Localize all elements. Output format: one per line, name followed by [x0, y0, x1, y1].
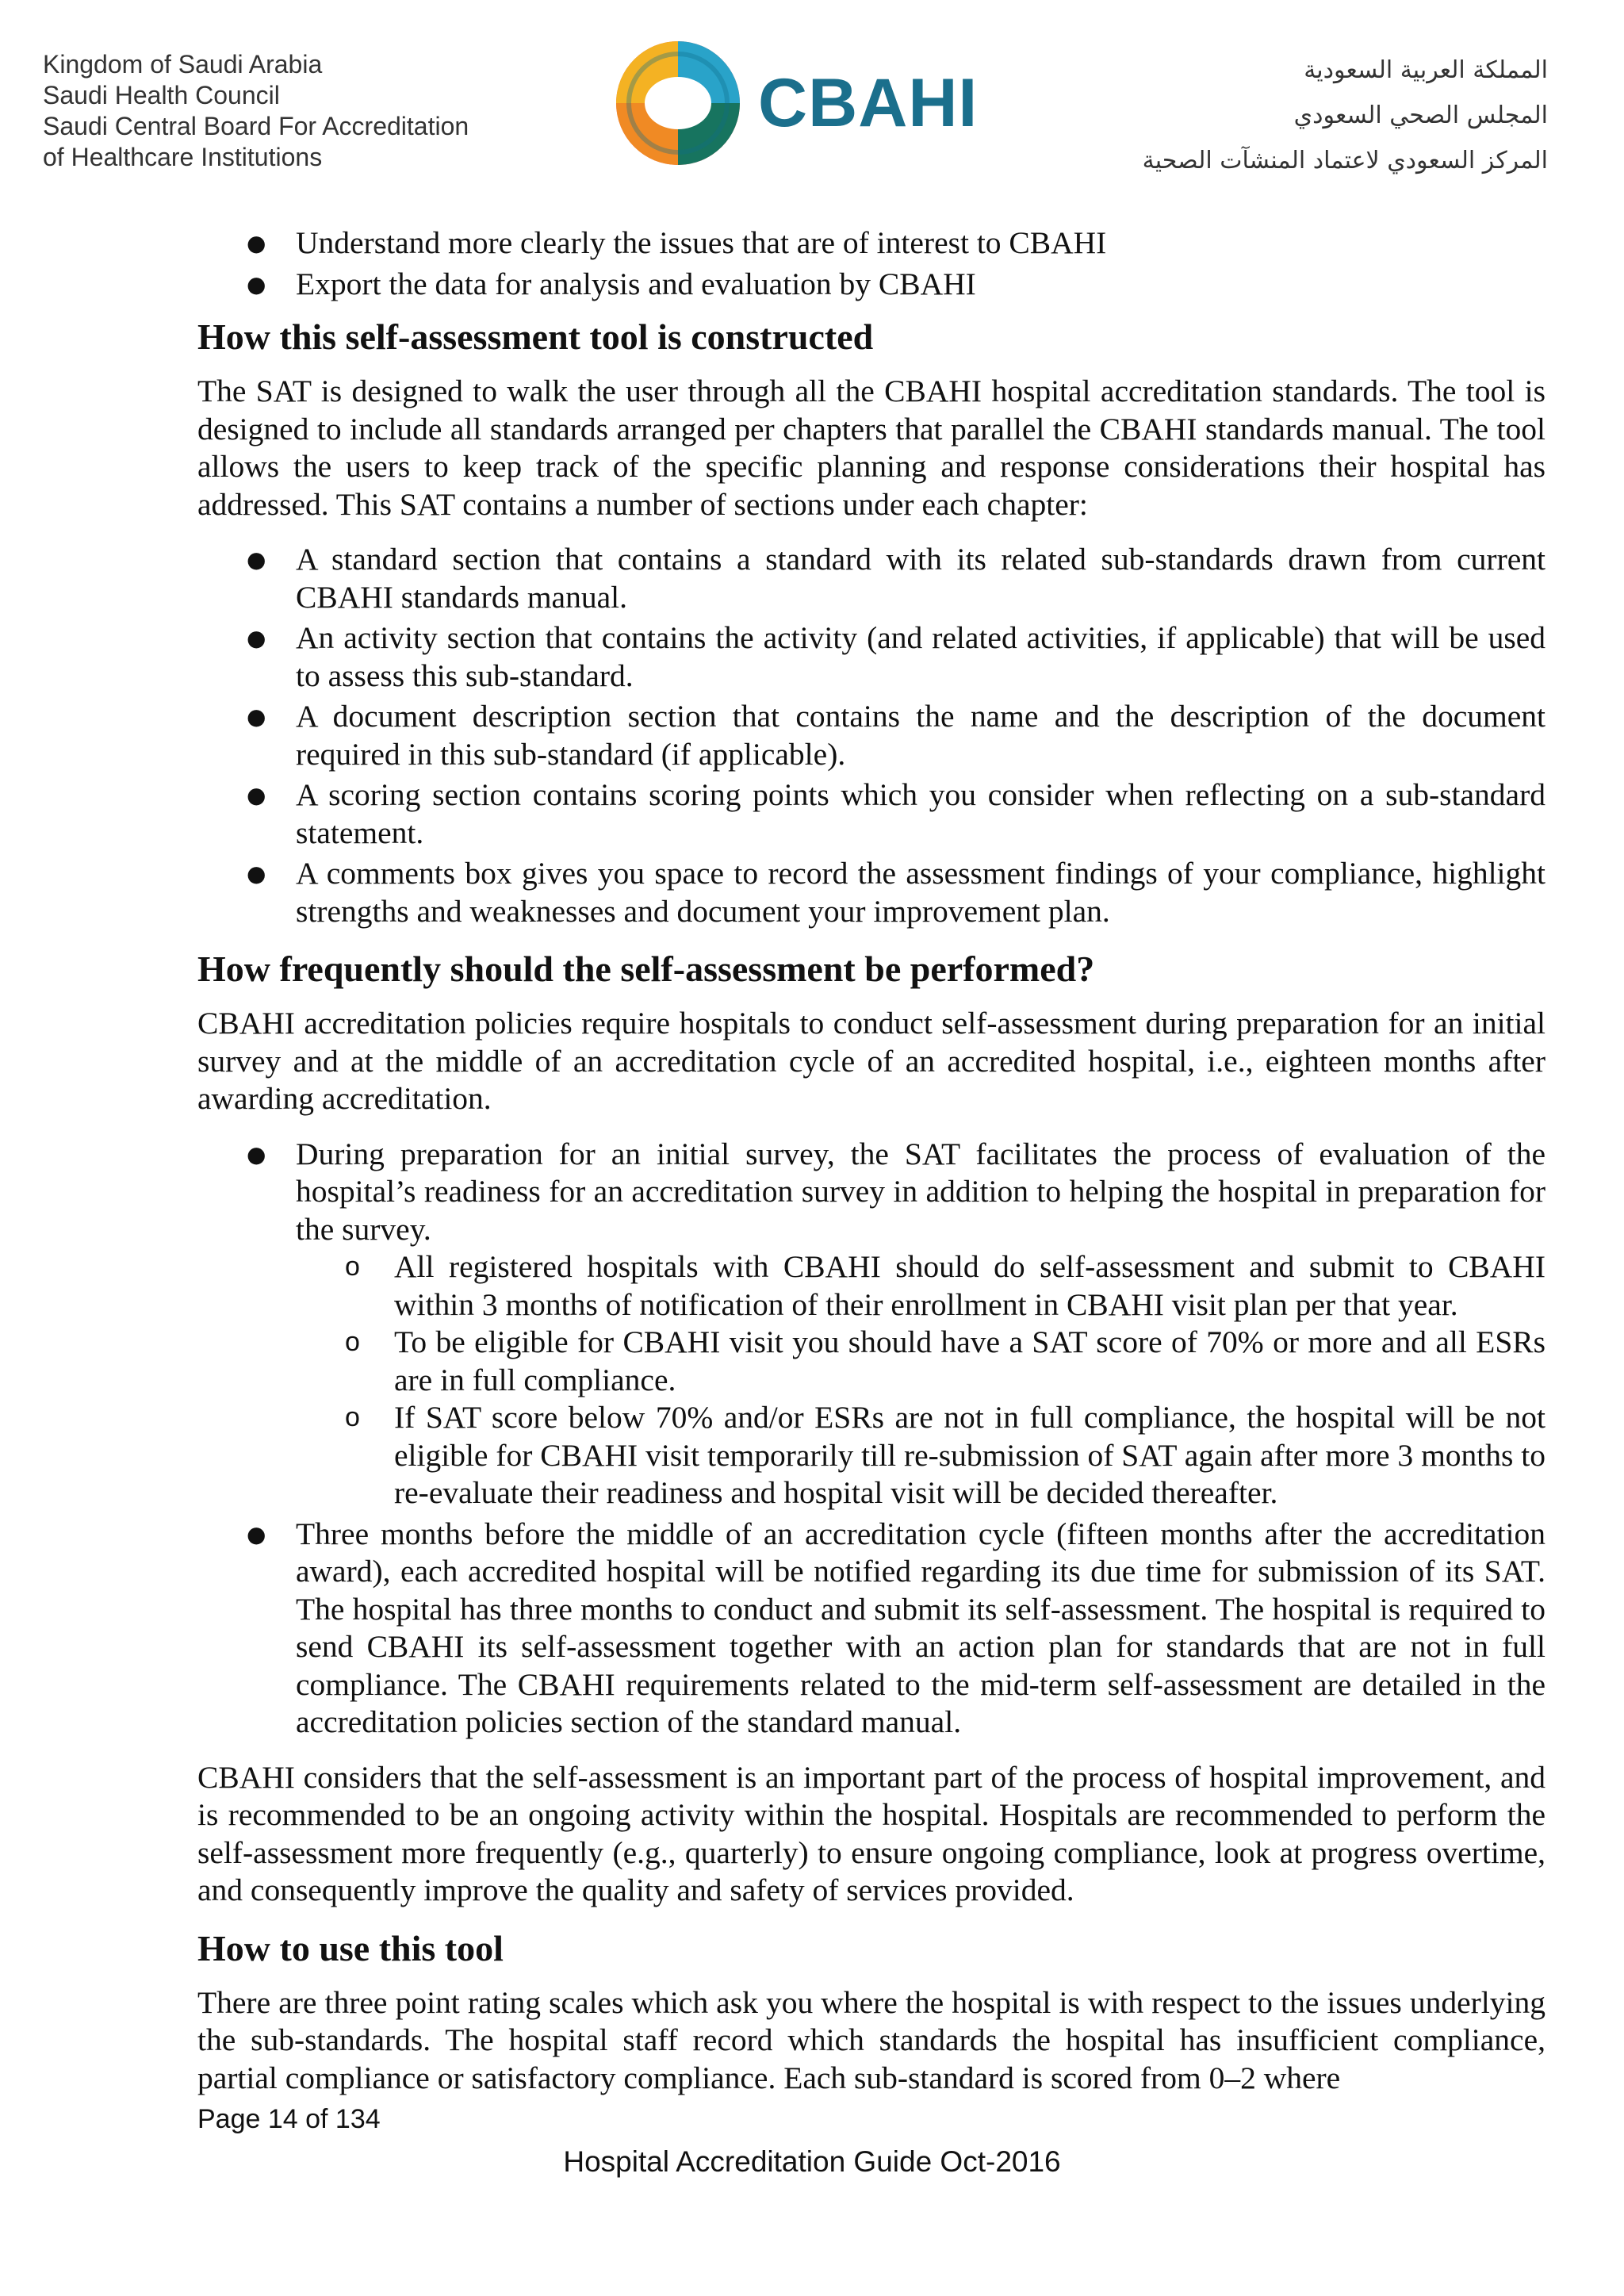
page-number: Page 14 of 134: [197, 2104, 381, 2134]
paragraph: CBAHI considers that the self-assessment is an important part of the process of hospital improvement, and is recommended to be an ongoing activity within the hospital. Hospitals are recommended to perform the self-assessment more frequently (e.g., quarterly) to ensure ongoing compliance, look at progress overtime, and consequently improve the quality and safety of services provided.: [197, 1759, 1545, 1907]
list-item: [247, 224, 1545, 263]
footer-title: Hospital Accreditation Guide Oct-2016: [563, 2145, 1061, 2178]
list-item: [247, 266, 1545, 304]
circle-bullet-icon: o: [345, 1251, 360, 1282]
document-body: [197, 224, 1545, 2114]
list-item-text: A standard section that contains a standard with its related sub-standards drawn from current CBAHI standards manual.: [296, 542, 1545, 615]
paragraph: There are three point rating scales which ask you where the hospital is with respect to the issues underlying the sub-standards. The hospital staff record which standards the hospital has insufficient compliance, partial compliance or satisfactory compliance. Each sub-standard is scored from 0–2 where: [197, 1984, 1545, 2095]
paragraph: The SAT is designed to walk the user through all the CBAHI hospital accreditation standards. The tool is designed to include all standards arranged per chapters that parallel the CBAHI standards manual. The tool allows the users to keep track of the specific planning and response considerations their hospital has addressed. This SAT contains a number of sections under each chapter:: [197, 374, 1545, 522]
header-arabic-line: المجلس الصحي السعودي: [1293, 102, 1548, 129]
section-heading-usage: How to use this tool: [197, 1927, 504, 1968]
bullet-icon: ●: [247, 1140, 266, 1167]
list-item: [247, 855, 1545, 930]
sub-list-item: [345, 1248, 1545, 1324]
bullet-icon: ●: [247, 546, 266, 573]
sub-list-item-text: All registered hospitals with CBAHI should do self-assessment and submit to CBAHI within 3 months of notification of their enrollment in CBAHI visit plan per that year.: [394, 1249, 1545, 1322]
paragraph: CBAHI accreditation policies require hospitals to conduct self-assessment during preparation for an initial survey and at the middle of an accreditation cycle of an accredited hospital, i.e., eighteen months after awarding accreditation.: [197, 1006, 1545, 1116]
header-organization-english: [43, 49, 469, 173]
sections-bullet-list: [197, 541, 1545, 930]
bullet-icon: ●: [247, 270, 266, 297]
bullet-icon: ●: [247, 782, 266, 808]
section-heading-frequency: How frequently should the self-assessment be performed?: [197, 949, 1095, 989]
sub-list-item: [345, 1399, 1545, 1512]
sub-bullet-list: [296, 1248, 1545, 1512]
sub-list-item: [345, 1324, 1545, 1399]
logo-wordmark: CBAHI: [758, 64, 979, 141]
cbahi-logo: [611, 40, 978, 167]
bullet-icon: ●: [247, 625, 266, 651]
intro-bullet-list: [197, 224, 1545, 303]
list-item-text: A scoring section contains scoring points which you consider when reflecting on a sub-standard statement.: [296, 777, 1545, 850]
circle-bullet-icon: o: [345, 1402, 360, 1432]
list-item-text: During preparation for an initial survey, the SAT facilitates the process of evaluation of the hospital’s readiness for an accreditation survey in addition to helping the hospital in preparation for the survey.: [296, 1136, 1545, 1247]
list-item: [247, 776, 1545, 852]
list-item-text: A comments box gives you space to record the assessment findings of your compliance, highlight strengths and weaknesses and document your improvement plan.: [296, 856, 1545, 929]
sub-list-item-text: If SAT score below 70% and/or ESRs are not in full compliance, the hospital will be not eligible for CBAHI visit temporarily till re-submission of SAT again after more 3 months to re-evaluate their readiness and hospital visit will be decided thereafter.: [394, 1400, 1545, 1510]
header-organization-arabic: [1143, 48, 1548, 183]
list-item-text: Three months before the middle of an accreditation cycle (fifteen months after the accreditation award), each accredited hospital will be notified regarding its due time for submission of its SAT. The hospital has three months to conduct and submit its self-assessment. The hospital is required to send CBAHI its self-assessment together with an action plan for standards that are not in full compliance. The CBAHI requirements related to the mid-term self-assessment are detailed in the accreditation policies section of the standard manual.: [296, 1516, 1545, 1739]
cbahi-logo-icon: [611, 40, 745, 167]
list-item-text: An activity section that contains the activity (and related activities, if applicable) that will be used to assess this sub-standard.: [296, 620, 1545, 693]
bullet-icon: ●: [247, 230, 266, 256]
header-org-line: of Healthcare Institutions: [43, 143, 323, 171]
frequency-bullet-list: [197, 1136, 1545, 1742]
header-org-line: Saudi Central Board For Accreditation: [43, 112, 469, 140]
header-org-line: Kingdom of Saudi Arabia: [43, 50, 323, 79]
sub-list-item-text: To be eligible for CBAHI visit you should have a SAT score of 70% or more and all ESRs are in full compliance.: [394, 1324, 1545, 1397]
list-item: [247, 698, 1545, 773]
header-arabic-line: المملكة العربية السعودية: [1304, 56, 1548, 84]
bullet-icon: ●: [247, 703, 266, 730]
bullet-icon: ●: [247, 861, 266, 887]
list-item-text: Export the data for analysis and evaluation by CBAHI: [296, 266, 976, 301]
section-heading-construction: How this self-assessment tool is constructed: [197, 316, 874, 357]
list-item: [247, 1516, 1545, 1742]
circle-bullet-icon: o: [345, 1327, 360, 1357]
list-item: [247, 619, 1545, 695]
bullet-icon: ●: [247, 1520, 266, 1547]
list-item-text: Understand more clearly the issues that are of interest to CBAHI: [296, 225, 1107, 260]
list-item-text: A document description section that contains the name and the description of the document required in this sub-standard (if applicable).: [296, 699, 1545, 772]
header-org-line: Saudi Health Council: [43, 81, 280, 109]
header-arabic-line: المركز السعودي لاعتماد المنشآت الصحية: [1142, 147, 1548, 174]
list-item: [247, 541, 1545, 616]
list-item: [247, 1136, 1545, 1512]
